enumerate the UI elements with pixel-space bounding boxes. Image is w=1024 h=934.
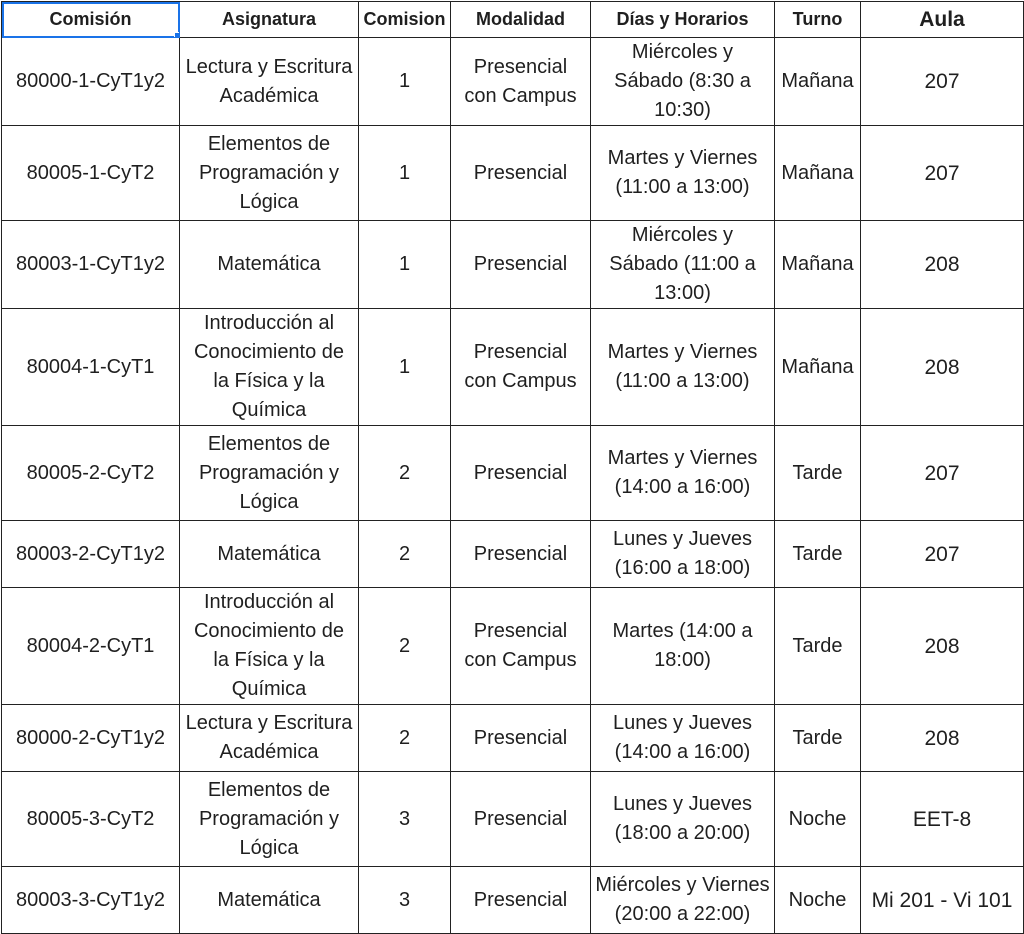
header-comision-label: Comisión: [49, 9, 132, 29]
cell-comision[interactable]: 80003-3-CyT1y2: [2, 867, 180, 934]
cell-asignatura[interactable]: Introducción al Conocimiento de la Física y la Química: [180, 588, 359, 705]
cell-modalidad[interactable]: Presencial: [451, 221, 591, 309]
cell-comision[interactable]: 80005-3-CyT2: [2, 772, 180, 867]
cell-comision-num[interactable]: 1: [359, 309, 451, 426]
header-dias-horarios[interactable]: Días y Horarios: [591, 2, 775, 38]
cell-comision-num[interactable]: 1: [359, 38, 451, 126]
cell-comision[interactable]: 80004-2-CyT1: [2, 588, 180, 705]
cell-aula[interactable]: 207: [861, 521, 1024, 588]
cell-dias-horarios[interactable]: Miércoles y Sábado (8:30 a 10:30): [591, 38, 775, 126]
cell-turno[interactable]: Mañana: [775, 309, 861, 426]
cell-aula[interactable]: Mi 201 - Vi 101: [861, 867, 1024, 934]
cell-turno[interactable]: Tarde: [775, 426, 861, 521]
cell-asignatura[interactable]: Elementos de Programación y Lógica: [180, 772, 359, 867]
cell-comision[interactable]: 80000-1-CyT1y2: [2, 38, 180, 126]
cell-dias-horarios[interactable]: Martes y Viernes (14:00 a 16:00): [591, 426, 775, 521]
cell-comision[interactable]: 80005-2-CyT2: [2, 426, 180, 521]
cell-modalidad[interactable]: Presencial: [451, 521, 591, 588]
cell-modalidad[interactable]: Presencial: [451, 867, 591, 934]
cell-aula[interactable]: 207: [861, 38, 1024, 126]
header-row: [2, 2, 1024, 38]
cell-comision-num[interactable]: 3: [359, 867, 451, 934]
cell-turno[interactable]: Noche: [775, 772, 861, 867]
cell-comision[interactable]: 80000-2-CyT1y2: [2, 705, 180, 772]
cell-comision-num[interactable]: 2: [359, 521, 451, 588]
cell-modalidad[interactable]: Presencial con Campus: [451, 309, 591, 426]
cell-modalidad[interactable]: Presencial: [451, 772, 591, 867]
cell-asignatura[interactable]: Lectura y Escritura Académica: [180, 705, 359, 772]
header-modalidad[interactable]: Modalidad: [451, 2, 591, 38]
cell-modalidad[interactable]: Presencial: [451, 126, 591, 221]
cell-dias-horarios[interactable]: Miércoles y Viernes (20:00 a 22:00): [591, 867, 775, 934]
table-row: [2, 221, 1024, 309]
cell-dias-horarios[interactable]: Lunes y Jueves (18:00 a 20:00): [591, 772, 775, 867]
cell-comision-num[interactable]: 2: [359, 705, 451, 772]
cell-comision-num[interactable]: 3: [359, 772, 451, 867]
cell-comision[interactable]: 80003-1-CyT1y2: [2, 221, 180, 309]
cell-aula[interactable]: 208: [861, 705, 1024, 772]
table-row: [2, 588, 1024, 705]
cell-modalidad[interactable]: Presencial: [451, 426, 591, 521]
cell-dias-horarios[interactable]: Lunes y Jueves (16:00 a 18:00): [591, 521, 775, 588]
cell-asignatura[interactable]: Matemática: [180, 521, 359, 588]
cell-modalidad[interactable]: Presencial con Campus: [451, 588, 591, 705]
cell-comision[interactable]: 80005-1-CyT2: [2, 126, 180, 221]
cell-modalidad[interactable]: Presencial con Campus: [451, 38, 591, 126]
cell-modalidad[interactable]: Presencial: [451, 705, 591, 772]
cell-turno[interactable]: Noche: [775, 867, 861, 934]
cell-comision[interactable]: 80004-1-CyT1: [2, 309, 180, 426]
selection-handle[interactable]: [174, 32, 180, 38]
cell-turno[interactable]: Tarde: [775, 521, 861, 588]
table-row: [2, 38, 1024, 126]
cell-asignatura[interactable]: Elementos de Programación y Lógica: [180, 426, 359, 521]
cell-aula[interactable]: 208: [861, 309, 1024, 426]
cell-dias-horarios[interactable]: Lunes y Jueves (14:00 a 16:00): [591, 705, 775, 772]
header-comision[interactable]: [2, 2, 180, 38]
cell-aula[interactable]: 208: [861, 588, 1024, 705]
header-turno[interactable]: Turno: [775, 2, 861, 38]
cell-aula[interactable]: 207: [861, 426, 1024, 521]
cell-comision-num[interactable]: 2: [359, 426, 451, 521]
table-row: [2, 705, 1024, 772]
header-asignatura[interactable]: Asignatura: [180, 2, 359, 38]
cell-asignatura[interactable]: Introducción al Conocimiento de la Física y la Química: [180, 309, 359, 426]
cell-comision-num[interactable]: 2: [359, 588, 451, 705]
cell-asignatura[interactable]: Matemática: [180, 867, 359, 934]
cell-turno[interactable]: Mañana: [775, 221, 861, 309]
table-row: [2, 426, 1024, 521]
cell-turno[interactable]: Mañana: [775, 38, 861, 126]
cell-turno[interactable]: Mañana: [775, 126, 861, 221]
cell-asignatura[interactable]: Elementos de Programación y Lógica: [180, 126, 359, 221]
cell-dias-horarios[interactable]: Martes (14:00 a 18:00): [591, 588, 775, 705]
cell-aula[interactable]: EET-8: [861, 772, 1024, 867]
schedule-table: [1, 1, 1024, 934]
cell-comision[interactable]: 80003-2-CyT1y2: [2, 521, 180, 588]
cell-turno[interactable]: Tarde: [775, 588, 861, 705]
table-row: [2, 309, 1024, 426]
cell-asignatura[interactable]: Matemática: [180, 221, 359, 309]
cell-turno[interactable]: Tarde: [775, 705, 861, 772]
cell-dias-horarios[interactable]: Martes y Viernes (11:00 a 13:00): [591, 126, 775, 221]
cell-comision-num[interactable]: 1: [359, 221, 451, 309]
table-row: [2, 521, 1024, 588]
table-row: [2, 867, 1024, 934]
table-row: [2, 126, 1024, 221]
cell-aula[interactable]: 207: [861, 126, 1024, 221]
header-aula[interactable]: Aula: [861, 2, 1024, 38]
cell-dias-horarios[interactable]: Martes y Viernes (11:00 a 13:00): [591, 309, 775, 426]
cell-aula[interactable]: 208: [861, 221, 1024, 309]
header-comision-num[interactable]: Comision: [359, 2, 451, 38]
cell-asignatura[interactable]: Lectura y Escritura Académica: [180, 38, 359, 126]
cell-dias-horarios[interactable]: Miércoles y Sábado (11:00 a 13:00): [591, 221, 775, 309]
table-row: [2, 772, 1024, 867]
cell-comision-num[interactable]: 1: [359, 126, 451, 221]
